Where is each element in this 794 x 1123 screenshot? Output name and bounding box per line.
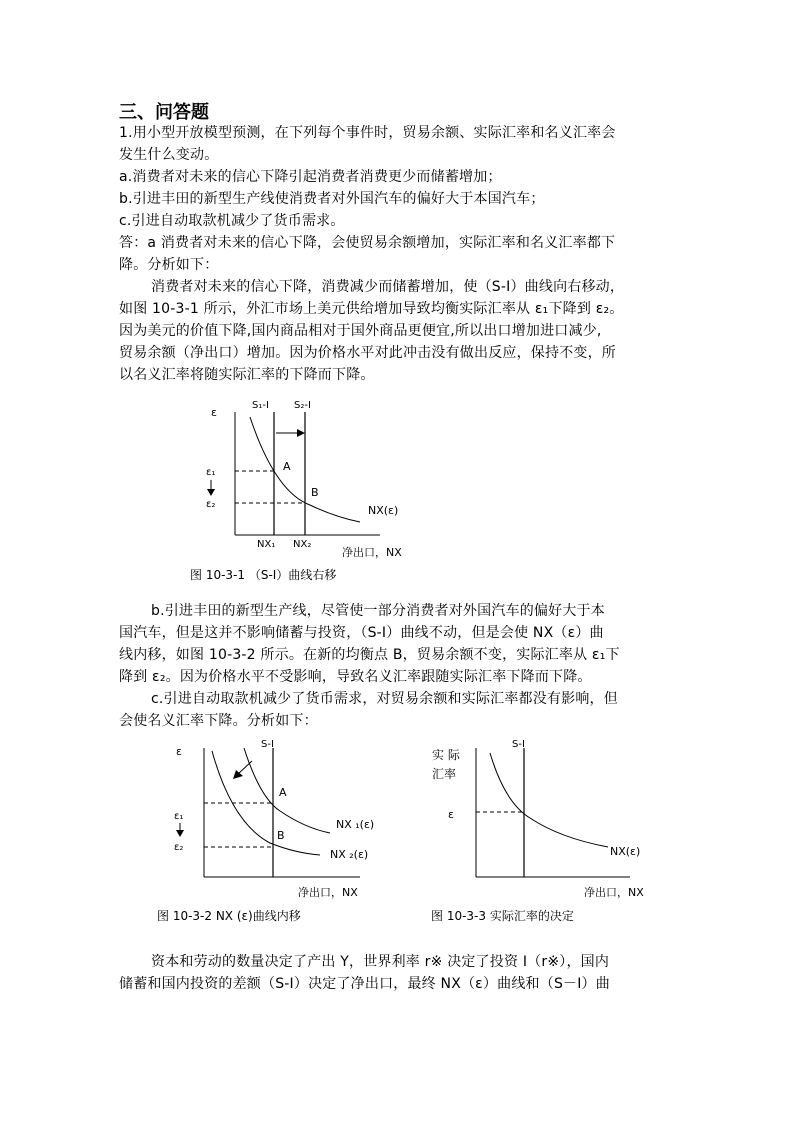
point-b: B	[311, 486, 319, 499]
question-line: 发生什么变动。	[119, 147, 219, 163]
s1-label: S₁-I	[252, 400, 269, 411]
nx1-curve-label: NX ₁(ε)	[336, 818, 375, 831]
closing-line: 储蓄和国内投资的差额（S-I）决定了净出口，最终 NX（ε）曲线和（S－I）曲	[119, 976, 610, 992]
figure-10-3-1-svg	[190, 392, 430, 562]
e1-label: ε₁	[206, 467, 216, 478]
down-arrow-head	[176, 830, 184, 837]
analysis-line: 贸易余额（净出口）增加。因为价格水平对此冲击没有做出反应，保持不变，所	[119, 345, 616, 361]
x-axis-label: 净出口，NX	[584, 886, 644, 899]
answer-line: 答：a 消费者对未来的信心下降，会使贸易余额增加，实际汇率和名义汇率都下	[119, 235, 616, 251]
nx2-label: NX₂	[293, 539, 312, 550]
y-axis-label: ε	[176, 745, 182, 758]
nx2-curve-label: NX ₂(ε)	[330, 848, 369, 861]
analysis-line: c.引进自动取款机减少了货币需求，对贸易余额和实际汇率都没有影响，但	[151, 691, 618, 707]
shift-arrow	[238, 761, 252, 774]
nx-curve	[490, 753, 608, 847]
item-b: b.引进丰田的新型生产线使消费者对外国汽车的偏好大于本国汽车；	[119, 191, 545, 207]
figure-10-3-1-caption: 图 10-3-1 （S-I）曲线右移	[190, 568, 337, 582]
section-title: 三、问答题	[119, 102, 209, 123]
x-axis-label: 净出口，NX	[298, 886, 358, 899]
si-label: S-I	[512, 739, 525, 750]
item-c: c.引进自动取款机减少了货币需求。	[119, 213, 345, 229]
point-a: A	[283, 460, 291, 473]
analysis-b	[119, 600, 681, 732]
figure-10-3-2	[160, 733, 400, 903]
figure-10-3-3-caption: 图 10-3-3 实际汇率的决定	[431, 909, 574, 923]
figure-10-3-2-svg	[160, 733, 400, 903]
nx1-curve	[244, 748, 330, 833]
figure-10-3-1	[190, 392, 430, 562]
down-arrow-head	[207, 489, 215, 496]
item-a: a.消费者对未来的信心下降引起消费者消费更少而储蓄增加；	[119, 169, 502, 185]
analysis-line: 国汽车，但是这并不影响储蓄与投资，（S-I）曲线不动，但是会使 NX（ε）曲	[119, 625, 604, 641]
analysis-line: 以名义汇率将随实际汇率的下降而下降。	[119, 367, 375, 383]
figure-10-3-2-caption: 图 10-3-2 NX (ε)曲线内移	[157, 909, 301, 923]
y-axis-label: ε	[211, 406, 217, 419]
e-label: ε	[448, 808, 454, 821]
analysis-line: 消费者对未来的信心下降，消费减少而储蓄增加，使（S-I）曲线向右移动，	[151, 279, 625, 295]
e2-label: ε₂	[206, 499, 216, 510]
question-1	[119, 122, 681, 386]
analysis-line: 因为美元的价值下降,国内商品相对于国外商品更便宜,所以出口增加进口减少,	[119, 323, 602, 339]
shift-arrow-head	[297, 429, 305, 437]
question-line: 1.用小型开放模型预测，在下列每个事件时，贸易余额、实际汇率和名义汇率会	[119, 125, 616, 141]
e1-label: ε₁	[174, 811, 184, 822]
y-axis-label: 实 际	[432, 748, 460, 762]
figure-10-3-3-svg	[430, 733, 670, 903]
analysis-line: 会使名义汇率下降。分析如下：	[119, 713, 318, 729]
point-a: A	[279, 786, 287, 799]
e2-label: ε₂	[174, 842, 184, 853]
nx-curve-label: NX(ε)	[368, 504, 399, 517]
nx-curve-label: NX(ε)	[610, 845, 641, 858]
analysis-line: b.引进丰田的新型生产线，尽管使一部分消费者对外国汽车的偏好大于本	[151, 603, 605, 619]
si-label: S-I	[261, 739, 274, 750]
x-axis-label: 净出口，NX	[342, 546, 402, 559]
analysis-line: 线内移，如图 10-3-2 所示。在新的均衡点 B，贸易余额不变，实际汇率从 ε₁下	[119, 647, 620, 663]
closing-line: 资本和劳动的数量决定了产出 Y，世界利率 r※ 决定了投资 I（r※），国内	[151, 954, 610, 970]
y-axis-label: 汇率	[432, 767, 457, 781]
s2-label: S₂-I	[294, 400, 311, 411]
nx1-label: NX₁	[257, 539, 276, 550]
closing-paragraph	[119, 951, 681, 995]
point-b: B	[277, 829, 285, 842]
figure-10-3-3	[430, 733, 670, 903]
answer-line: 降。分析如下：	[119, 257, 219, 273]
analysis-line: 降到 ε₂。因为价格水平不受影响，导致名义汇率跟随实际汇率下降而下降。	[119, 669, 592, 685]
analysis-line: 如图 10-3-1 所示，外汇市场上美元供给增加导致均衡实际汇率从 ε₁下降到 ε₂。	[119, 301, 624, 317]
